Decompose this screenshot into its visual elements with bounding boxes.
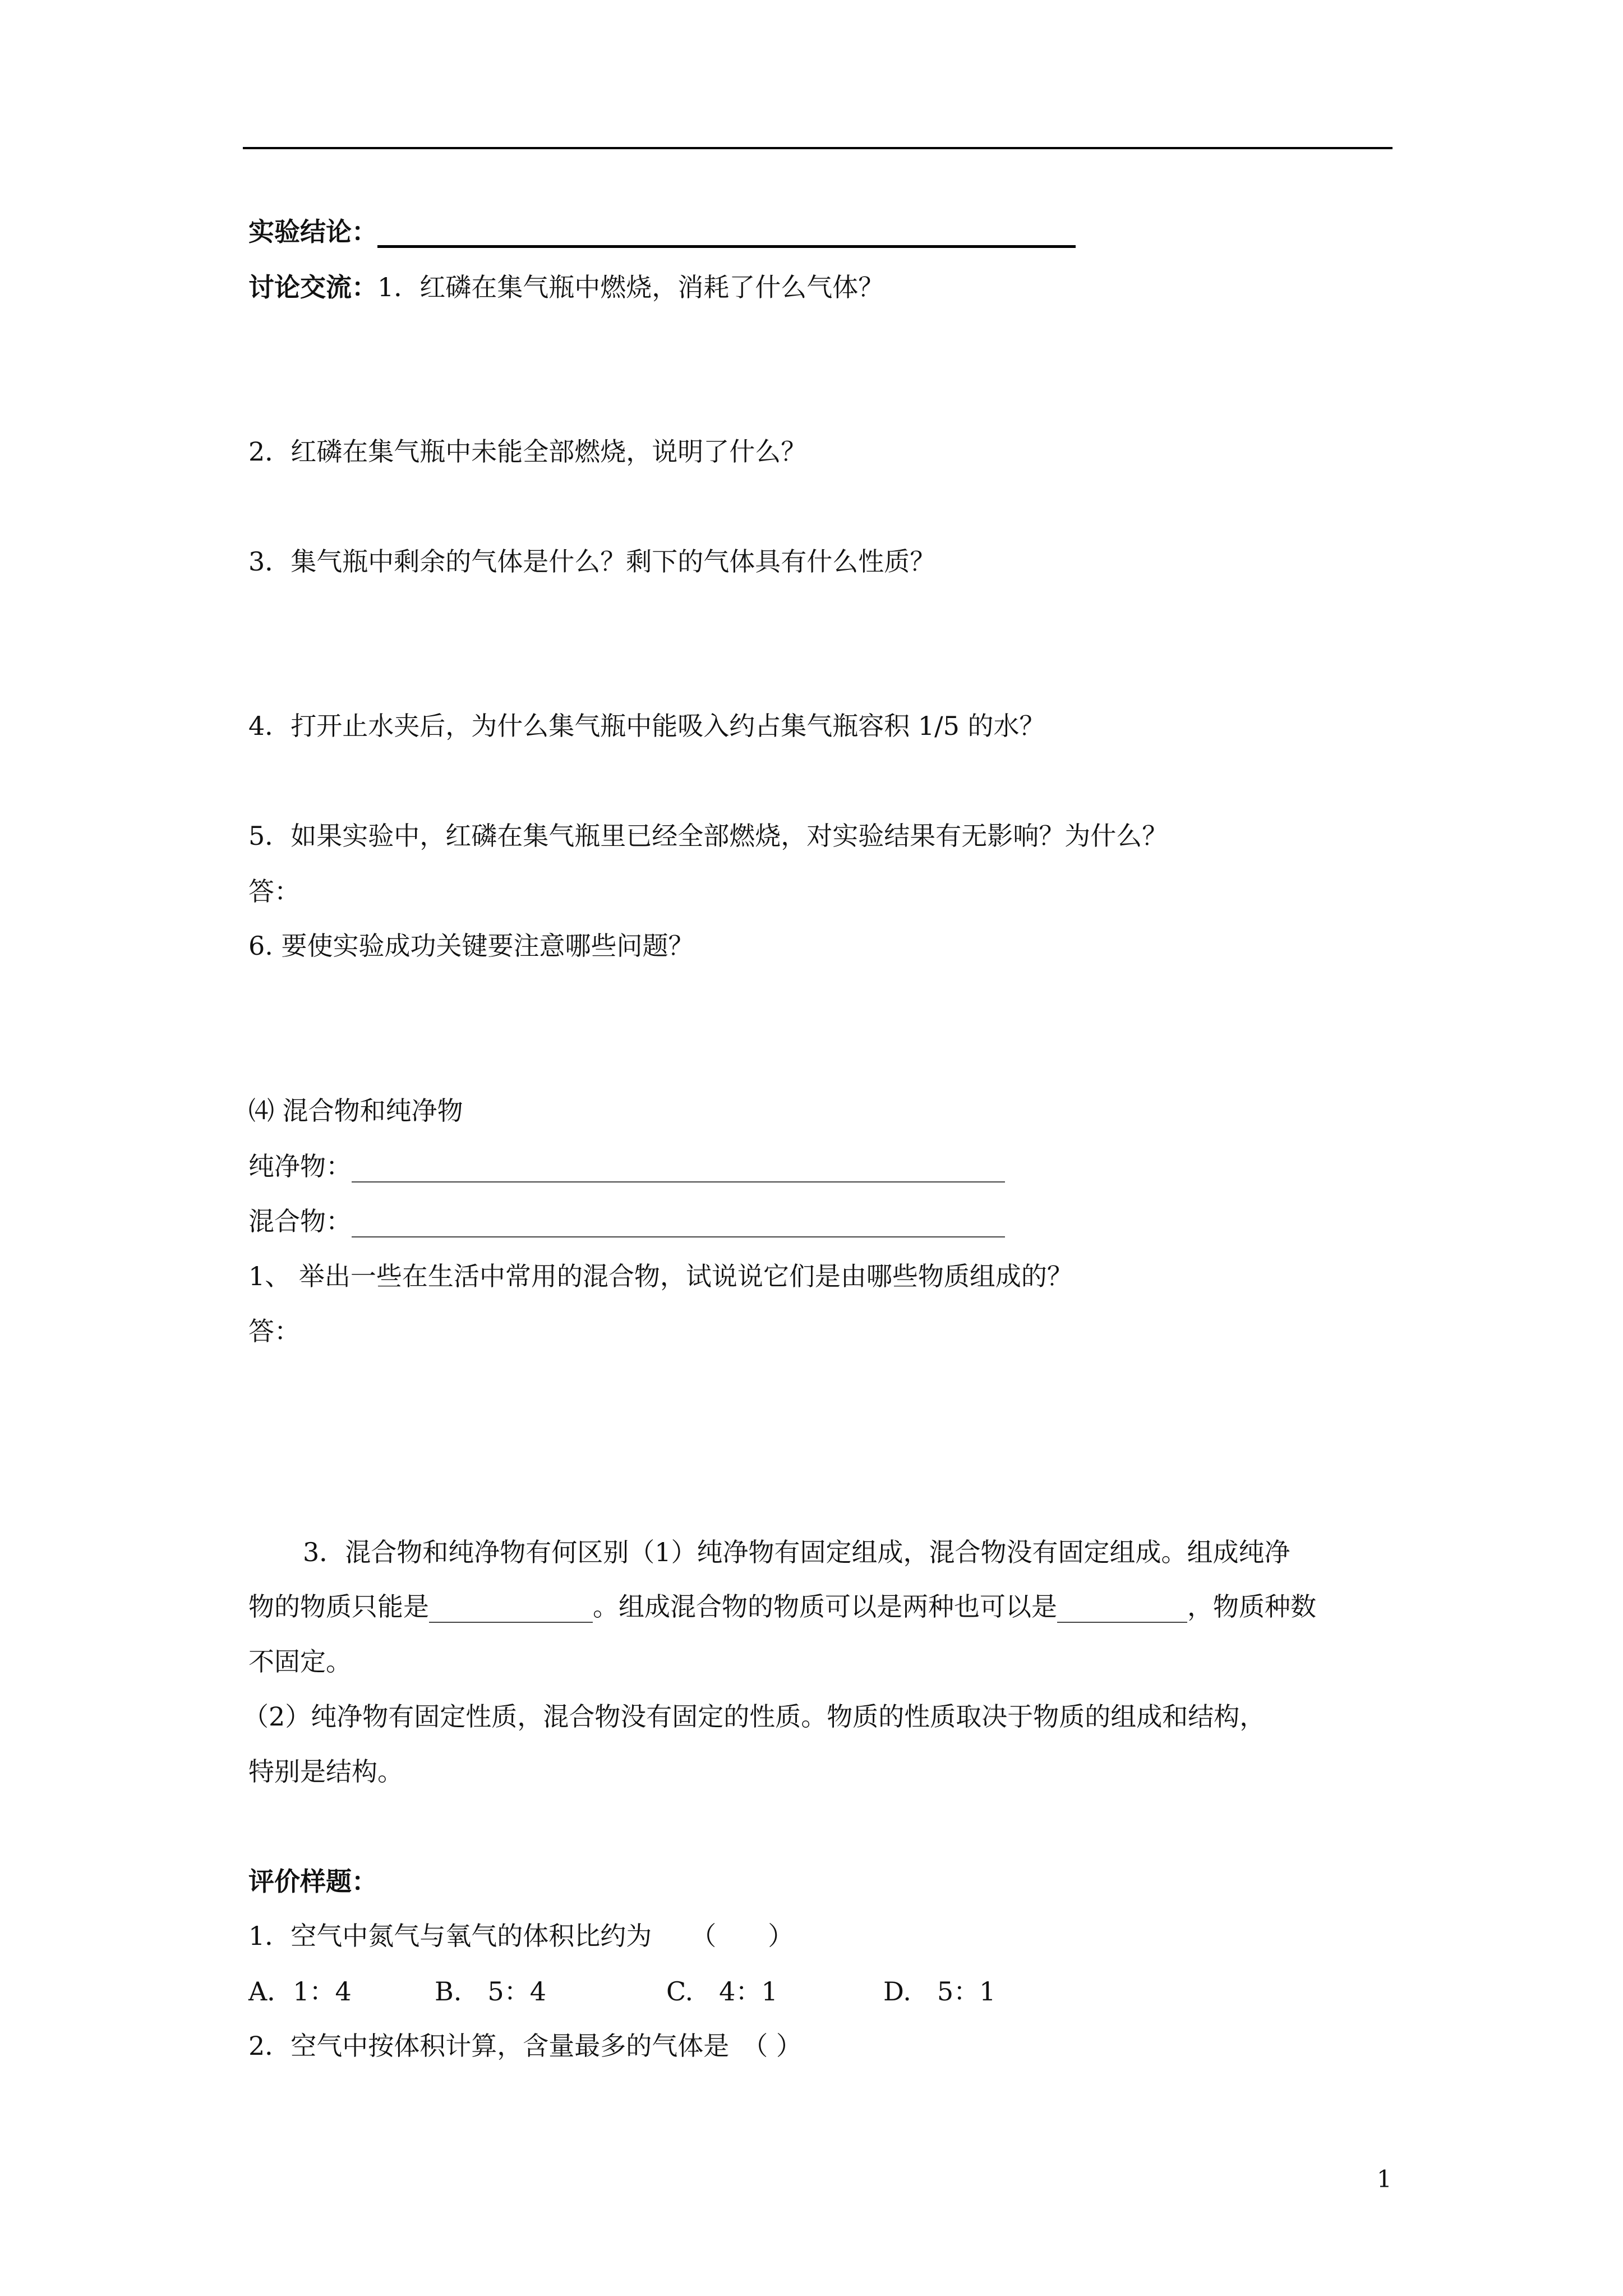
- discussion-q5-answer-label: 答：: [248, 876, 300, 907]
- conclusion-label: 实验结论：: [248, 217, 377, 247]
- discussion-label: 讨论交流：: [248, 272, 377, 302]
- page-number: 1: [1377, 2165, 1392, 2193]
- evaluation-question-2: 2．空气中按体积计算，含量最多的气体是 （ ）: [248, 2031, 802, 2061]
- discussion-question-6: 6. 要使实验成功关键要注意哪些问题？: [248, 931, 694, 961]
- evaluation-q1-option-a: A．1：4: [248, 1976, 352, 2007]
- evaluation-q1-option-d: D. 5：1: [883, 1976, 996, 2007]
- difference-line-2-part-b: 。组成混合物的物质可以是两种也可以是: [593, 1591, 1057, 1622]
- discussion-question-4: 4．打开止水夹后，为什么集气瓶中能吸入约占集气瓶容积 1/5 的水？: [248, 711, 1045, 741]
- section4-item1-answer-label: 答：: [248, 1316, 300, 1346]
- pure-substance-label: 纯净物：: [248, 1151, 352, 1181]
- discussion-question-2: 2．红磷在集气瓶中未能全部燃烧，说明了什么？: [248, 436, 807, 467]
- header-rule: [243, 147, 1393, 149]
- difference-line-2-part-a: 物的物质只能是: [248, 1591, 429, 1622]
- evaluation-question-1: 1．空气中氮气与氧气的体积比约为 （ ）: [248, 1921, 794, 1951]
- difference-line-4: （2）纯净物有固定性质，混合物没有固定的性质。物质的性质取决于物质的组成和结构，: [243, 1701, 1266, 1732]
- pure-substance-blank[interactable]: [352, 1156, 1005, 1182]
- discussion-q1-line: [248, 271, 884, 303]
- section4-item-1: 1、 举出一些在生活中常用的混合物，试说说它们是由哪些物质组成的？: [248, 1261, 1073, 1291]
- difference-line-3: 不固定。: [248, 1646, 352, 1677]
- section4-heading: ⑷ 混合物和纯净物: [248, 1096, 463, 1126]
- discussion-question-3: 3．集气瓶中剩余的气体是什么？剩下的气体具有什么性质？: [248, 546, 936, 577]
- conclusion-answer-blank[interactable]: [377, 219, 1076, 248]
- pure-substance-line: [248, 1150, 1005, 1182]
- evaluation-q1-option-c: C. 4：1: [666, 1976, 778, 2007]
- mixture-label: 混合物：: [248, 1206, 352, 1236]
- conclusion-line: [248, 215, 1076, 248]
- difference-line-2-part-c: ，物质种数: [1187, 1591, 1316, 1622]
- discussion-question-5: 5．如果实验中，红磷在集气瓶里已经全部燃烧，对实验结果有无影响？为什么？: [248, 821, 1168, 851]
- evaluation-heading: 评价样题：: [248, 1866, 377, 1897]
- mixture-composition-blank[interactable]: [1057, 1596, 1187, 1623]
- difference-line-1: 3．混合物和纯净物有何区别（1）纯净物有固定组成，混合物没有固定组成。组成纯净: [303, 1537, 1290, 1567]
- difference-line-2: [248, 1590, 1316, 1623]
- pure-substance-composition-blank[interactable]: [429, 1596, 593, 1623]
- mixture-blank[interactable]: [352, 1211, 1005, 1237]
- evaluation-q1-option-b: B. 5：4: [435, 1976, 546, 2007]
- difference-line-5: 特别是结构。: [248, 1756, 403, 1787]
- discussion-question-1: 1．红磷在集气瓶中燃烧，消耗了什么气体？: [377, 272, 884, 302]
- mixture-line: [248, 1205, 1005, 1237]
